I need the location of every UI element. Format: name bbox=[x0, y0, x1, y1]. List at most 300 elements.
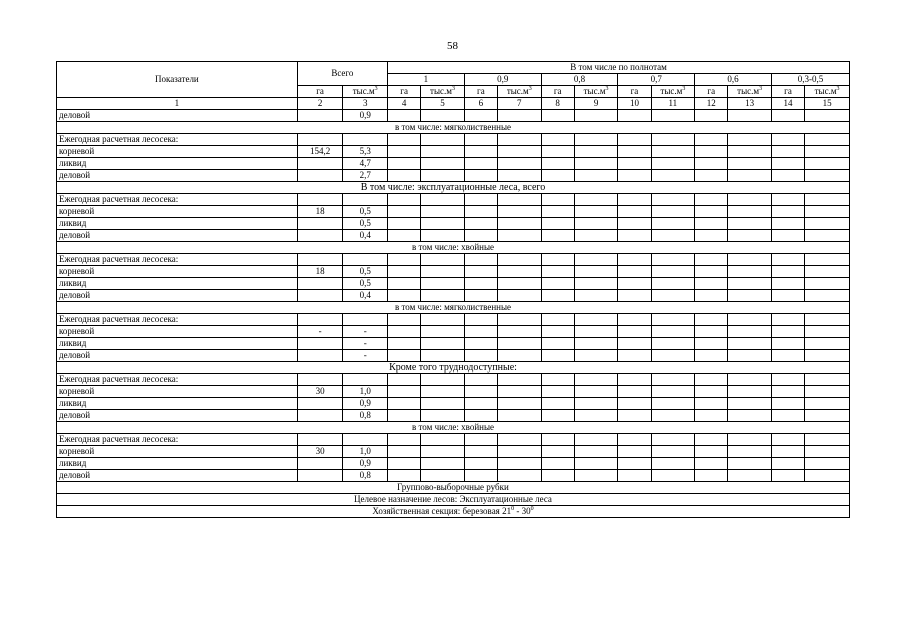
empty-cell bbox=[574, 278, 618, 290]
empty-cell bbox=[728, 350, 772, 362]
total-ha bbox=[297, 230, 343, 242]
total-volume: 4,7 bbox=[343, 158, 388, 170]
empty-cell bbox=[695, 410, 728, 422]
empty-cell bbox=[805, 338, 850, 350]
empty-cell bbox=[651, 254, 695, 266]
row-label: деловой bbox=[57, 350, 298, 362]
empty-cell bbox=[574, 134, 618, 146]
column-number-1: 1 bbox=[57, 98, 298, 110]
empty-cell bbox=[574, 470, 618, 482]
empty-cell bbox=[541, 446, 574, 458]
total-volume bbox=[343, 314, 388, 326]
empty-cell bbox=[464, 230, 497, 242]
section-title-text: в том числе: хвойные bbox=[411, 422, 495, 432]
empty-cell bbox=[771, 386, 804, 398]
section-title bbox=[57, 362, 850, 374]
row-label: деловой bbox=[57, 170, 298, 182]
empty-cell bbox=[388, 206, 421, 218]
empty-cell bbox=[728, 230, 772, 242]
table-row bbox=[57, 230, 850, 242]
empty-cell bbox=[651, 314, 695, 326]
empty-cell bbox=[388, 314, 421, 326]
total-ha: 18 bbox=[297, 266, 343, 278]
empty-cell bbox=[498, 290, 542, 302]
empty-cell bbox=[574, 410, 618, 422]
empty-cell bbox=[728, 374, 772, 386]
empty-cell bbox=[695, 230, 728, 242]
empty-cell bbox=[618, 326, 651, 338]
empty-cell bbox=[695, 134, 728, 146]
empty-cell bbox=[805, 350, 850, 362]
column-number-12: 12 bbox=[695, 98, 728, 110]
empty-cell bbox=[421, 410, 465, 422]
empty-cell bbox=[771, 374, 804, 386]
empty-cell bbox=[421, 374, 465, 386]
empty-cell bbox=[728, 290, 772, 302]
empty-cell bbox=[695, 386, 728, 398]
row-label: ликвид bbox=[57, 218, 298, 230]
column-number-9: 9 bbox=[574, 98, 618, 110]
section-title-range: - 30 bbox=[514, 506, 531, 516]
total-volume: 0,9 bbox=[343, 458, 388, 470]
empty-cell bbox=[618, 266, 651, 278]
empty-cell bbox=[618, 350, 651, 362]
total-volume bbox=[343, 254, 388, 266]
column-number-3: 3 bbox=[343, 98, 388, 110]
empty-cell bbox=[771, 170, 804, 182]
total-ha bbox=[297, 278, 343, 290]
row-label: Ежегодная расчетная лесосека: bbox=[57, 314, 298, 326]
empty-cell bbox=[421, 194, 465, 206]
unit-volume-superscript: 3 bbox=[836, 86, 840, 92]
empty-cell bbox=[421, 314, 465, 326]
empty-cell bbox=[541, 194, 574, 206]
empty-cell bbox=[464, 338, 497, 350]
empty-cell bbox=[728, 158, 772, 170]
header-density-5: 0,6 bbox=[695, 74, 772, 86]
empty-cell bbox=[498, 410, 542, 422]
row-label: корневой bbox=[57, 206, 298, 218]
table-row bbox=[57, 218, 850, 230]
header-unit-ha: га bbox=[695, 86, 728, 98]
empty-cell bbox=[728, 338, 772, 350]
empty-cell bbox=[464, 386, 497, 398]
empty-cell bbox=[464, 398, 497, 410]
empty-cell bbox=[771, 350, 804, 362]
unit-volume-superscript: 3 bbox=[451, 86, 455, 92]
empty-cell bbox=[618, 290, 651, 302]
total-ha bbox=[297, 374, 343, 386]
section-title bbox=[57, 242, 850, 254]
empty-cell bbox=[805, 158, 850, 170]
section-row bbox=[57, 506, 850, 518]
empty-cell bbox=[541, 458, 574, 470]
empty-cell bbox=[541, 410, 574, 422]
empty-cell bbox=[618, 254, 651, 266]
column-number-11: 11 bbox=[651, 98, 695, 110]
empty-cell bbox=[388, 470, 421, 482]
degree-superscript: 0 bbox=[511, 506, 515, 512]
empty-cell bbox=[695, 338, 728, 350]
table-row bbox=[57, 314, 850, 326]
empty-cell bbox=[805, 110, 850, 122]
total-volume: - bbox=[343, 326, 388, 338]
empty-cell bbox=[574, 374, 618, 386]
unit-volume-superscript: 3 bbox=[528, 86, 532, 92]
empty-cell bbox=[618, 278, 651, 290]
empty-cell bbox=[388, 254, 421, 266]
empty-cell bbox=[421, 398, 465, 410]
row-label: корневой bbox=[57, 386, 298, 398]
total-volume: - bbox=[343, 338, 388, 350]
column-number-8: 8 bbox=[541, 98, 574, 110]
empty-cell bbox=[388, 290, 421, 302]
empty-cell bbox=[388, 278, 421, 290]
empty-cell bbox=[728, 410, 772, 422]
empty-cell bbox=[728, 206, 772, 218]
empty-cell bbox=[498, 446, 542, 458]
empty-cell bbox=[498, 326, 542, 338]
empty-cell bbox=[805, 194, 850, 206]
empty-cell bbox=[498, 110, 542, 122]
empty-cell bbox=[541, 326, 574, 338]
row-label: корневой bbox=[57, 446, 298, 458]
empty-cell bbox=[805, 278, 850, 290]
table-row bbox=[57, 266, 850, 278]
header-unit-ha: га bbox=[297, 86, 343, 98]
empty-cell bbox=[695, 266, 728, 278]
table-row bbox=[57, 254, 850, 266]
empty-cell bbox=[695, 398, 728, 410]
empty-cell bbox=[695, 206, 728, 218]
empty-cell bbox=[728, 134, 772, 146]
empty-cell bbox=[651, 470, 695, 482]
empty-cell bbox=[618, 194, 651, 206]
empty-cell bbox=[695, 314, 728, 326]
header-indicators: Показатели bbox=[57, 62, 298, 98]
empty-cell bbox=[695, 470, 728, 482]
section-title-text: Группово-выборочные рубки bbox=[397, 482, 509, 492]
empty-cell bbox=[464, 170, 497, 182]
empty-cell bbox=[541, 110, 574, 122]
table-row bbox=[57, 398, 850, 410]
empty-cell bbox=[464, 134, 497, 146]
empty-cell bbox=[421, 206, 465, 218]
row-label: Ежегодная расчетная лесосека: bbox=[57, 254, 298, 266]
section-row bbox=[57, 182, 850, 194]
empty-cell bbox=[695, 350, 728, 362]
empty-cell bbox=[464, 326, 497, 338]
empty-cell bbox=[421, 338, 465, 350]
row-label: деловой bbox=[57, 110, 298, 122]
empty-cell bbox=[728, 398, 772, 410]
empty-cell bbox=[498, 194, 542, 206]
column-number-6: 6 bbox=[464, 98, 497, 110]
empty-cell bbox=[805, 254, 850, 266]
empty-cell bbox=[728, 326, 772, 338]
empty-cell bbox=[388, 338, 421, 350]
empty-cell bbox=[651, 410, 695, 422]
table-row bbox=[57, 338, 850, 350]
empty-cell bbox=[695, 446, 728, 458]
empty-cell bbox=[421, 446, 465, 458]
total-ha: 30 bbox=[297, 446, 343, 458]
section-title bbox=[57, 482, 850, 494]
empty-cell bbox=[651, 206, 695, 218]
empty-cell bbox=[388, 218, 421, 230]
empty-cell bbox=[695, 254, 728, 266]
empty-cell bbox=[464, 374, 497, 386]
unit-volume-text: тыс.м bbox=[737, 86, 760, 96]
row-label: деловой bbox=[57, 290, 298, 302]
header-unit-volume bbox=[805, 86, 850, 98]
empty-cell bbox=[771, 266, 804, 278]
empty-cell bbox=[805, 290, 850, 302]
table-row bbox=[57, 278, 850, 290]
table-row bbox=[57, 410, 850, 422]
empty-cell bbox=[388, 194, 421, 206]
empty-cell bbox=[388, 458, 421, 470]
table-row bbox=[57, 326, 850, 338]
empty-cell bbox=[541, 218, 574, 230]
empty-cell bbox=[728, 434, 772, 446]
section-title-text: в том числе: мягколиственные bbox=[394, 302, 512, 312]
section-row bbox=[57, 302, 850, 314]
total-volume: 0,5 bbox=[343, 218, 388, 230]
empty-cell bbox=[728, 170, 772, 182]
empty-cell bbox=[541, 386, 574, 398]
empty-cell bbox=[574, 290, 618, 302]
section-row bbox=[57, 422, 850, 434]
section-title-text: Кроме того труднодоступные: bbox=[389, 362, 517, 373]
total-ha bbox=[297, 218, 343, 230]
total-volume: - bbox=[343, 350, 388, 362]
column-number-2: 2 bbox=[297, 98, 343, 110]
empty-cell bbox=[421, 278, 465, 290]
empty-cell bbox=[498, 458, 542, 470]
header-unit-ha: га bbox=[771, 86, 804, 98]
empty-cell bbox=[651, 158, 695, 170]
empty-cell bbox=[771, 458, 804, 470]
empty-cell bbox=[574, 458, 618, 470]
empty-cell bbox=[695, 278, 728, 290]
empty-cell bbox=[574, 266, 618, 278]
empty-cell bbox=[541, 278, 574, 290]
empty-cell bbox=[695, 218, 728, 230]
empty-cell bbox=[805, 218, 850, 230]
empty-cell bbox=[805, 146, 850, 158]
empty-cell bbox=[421, 110, 465, 122]
empty-cell bbox=[421, 434, 465, 446]
table-row bbox=[57, 194, 850, 206]
empty-cell bbox=[498, 230, 542, 242]
empty-cell bbox=[421, 290, 465, 302]
row-label: деловой bbox=[57, 230, 298, 242]
empty-cell bbox=[651, 218, 695, 230]
section-title bbox=[57, 494, 850, 506]
empty-cell bbox=[498, 218, 542, 230]
empty-cell bbox=[618, 230, 651, 242]
empty-cell bbox=[651, 134, 695, 146]
section-title bbox=[57, 182, 850, 194]
empty-cell bbox=[618, 146, 651, 158]
row-label: ликвид bbox=[57, 278, 298, 290]
section-row bbox=[57, 362, 850, 374]
empty-cell bbox=[388, 374, 421, 386]
empty-cell bbox=[541, 170, 574, 182]
empty-cell bbox=[498, 314, 542, 326]
unit-volume-text: тыс.м bbox=[430, 86, 452, 96]
empty-cell bbox=[421, 230, 465, 242]
empty-cell bbox=[728, 110, 772, 122]
empty-cell bbox=[541, 470, 574, 482]
table-row bbox=[57, 170, 850, 182]
total-volume bbox=[343, 434, 388, 446]
section-title bbox=[57, 506, 850, 518]
empty-cell bbox=[651, 170, 695, 182]
row-label: деловой bbox=[57, 470, 298, 482]
empty-cell bbox=[695, 146, 728, 158]
forest-allowance-table bbox=[56, 61, 850, 518]
total-ha bbox=[297, 290, 343, 302]
empty-cell bbox=[541, 146, 574, 158]
unit-volume-superscript: 3 bbox=[682, 86, 686, 92]
empty-cell bbox=[388, 386, 421, 398]
empty-cell bbox=[651, 386, 695, 398]
section-title bbox=[57, 122, 850, 134]
header-unit-volume bbox=[651, 86, 695, 98]
empty-cell bbox=[771, 290, 804, 302]
total-ha bbox=[297, 434, 343, 446]
empty-cell bbox=[388, 410, 421, 422]
header-unit-volume bbox=[421, 86, 465, 98]
total-ha: 154,2 bbox=[297, 146, 343, 158]
table-row bbox=[57, 374, 850, 386]
empty-cell bbox=[421, 254, 465, 266]
empty-cell bbox=[805, 458, 850, 470]
empty-cell bbox=[618, 470, 651, 482]
empty-cell bbox=[771, 158, 804, 170]
column-number-10: 10 bbox=[618, 98, 651, 110]
empty-cell bbox=[574, 170, 618, 182]
empty-cell bbox=[388, 326, 421, 338]
page-number: 58 bbox=[447, 40, 458, 52]
empty-cell bbox=[541, 398, 574, 410]
total-ha bbox=[297, 110, 343, 122]
total-volume: 0,4 bbox=[343, 230, 388, 242]
section-title-text: в том числе: мягколиственные bbox=[394, 122, 512, 132]
empty-cell bbox=[771, 218, 804, 230]
empty-cell bbox=[464, 446, 497, 458]
empty-cell bbox=[805, 170, 850, 182]
empty-cell bbox=[805, 314, 850, 326]
column-number-4: 4 bbox=[388, 98, 421, 110]
empty-cell bbox=[728, 458, 772, 470]
empty-cell bbox=[618, 446, 651, 458]
empty-cell bbox=[651, 290, 695, 302]
empty-cell bbox=[388, 170, 421, 182]
total-ha: - bbox=[297, 326, 343, 338]
empty-cell bbox=[805, 134, 850, 146]
total-volume bbox=[343, 374, 388, 386]
empty-cell bbox=[728, 254, 772, 266]
empty-cell bbox=[728, 446, 772, 458]
empty-cell bbox=[464, 266, 497, 278]
empty-cell bbox=[388, 134, 421, 146]
section-row bbox=[57, 122, 850, 134]
empty-cell bbox=[695, 374, 728, 386]
empty-cell bbox=[388, 146, 421, 158]
total-ha bbox=[297, 254, 343, 266]
empty-cell bbox=[651, 146, 695, 158]
empty-cell bbox=[771, 278, 804, 290]
empty-cell bbox=[574, 218, 618, 230]
section-row bbox=[57, 494, 850, 506]
total-ha bbox=[297, 194, 343, 206]
section-title-text: в том числе: хвойные bbox=[411, 242, 495, 252]
table-row bbox=[57, 386, 850, 398]
empty-cell bbox=[388, 446, 421, 458]
empty-cell bbox=[618, 314, 651, 326]
empty-cell bbox=[651, 278, 695, 290]
empty-cell bbox=[421, 134, 465, 146]
row-label: деловой bbox=[57, 410, 298, 422]
empty-cell bbox=[728, 278, 772, 290]
empty-cell bbox=[574, 158, 618, 170]
total-volume: 0,8 bbox=[343, 470, 388, 482]
empty-cell bbox=[805, 374, 850, 386]
empty-cell bbox=[805, 398, 850, 410]
empty-cell bbox=[541, 254, 574, 266]
empty-cell bbox=[771, 410, 804, 422]
empty-cell bbox=[771, 446, 804, 458]
empty-cell bbox=[574, 146, 618, 158]
empty-cell bbox=[464, 158, 497, 170]
empty-cell bbox=[498, 398, 542, 410]
empty-cell bbox=[421, 350, 465, 362]
unit-volume-text: тыс.м bbox=[583, 86, 606, 96]
header-total: Всего bbox=[297, 62, 387, 86]
row-label: корневой bbox=[57, 266, 298, 278]
section-title bbox=[57, 302, 850, 314]
section-title bbox=[57, 422, 850, 434]
empty-cell bbox=[498, 434, 542, 446]
section-title-text: В том числе: эксплуатационные леса, всего bbox=[360, 182, 546, 193]
row-label: Ежегодная расчетная лесосека: bbox=[57, 194, 298, 206]
total-volume: 0,4 bbox=[343, 290, 388, 302]
header-unit-ha: га bbox=[541, 86, 574, 98]
empty-cell bbox=[695, 110, 728, 122]
empty-cell bbox=[651, 446, 695, 458]
table-row bbox=[57, 110, 850, 122]
empty-cell bbox=[771, 314, 804, 326]
total-ha: 18 bbox=[297, 206, 343, 218]
empty-cell bbox=[771, 206, 804, 218]
empty-cell bbox=[651, 434, 695, 446]
empty-cell bbox=[574, 338, 618, 350]
empty-cell bbox=[421, 458, 465, 470]
empty-cell bbox=[805, 326, 850, 338]
empty-cell bbox=[651, 458, 695, 470]
unit-volume-superscript: 3 bbox=[605, 86, 609, 92]
empty-cell bbox=[771, 254, 804, 266]
empty-cell bbox=[695, 326, 728, 338]
empty-cell bbox=[464, 278, 497, 290]
empty-cell bbox=[498, 170, 542, 182]
empty-cell bbox=[728, 314, 772, 326]
empty-cell bbox=[805, 410, 850, 422]
empty-cell bbox=[651, 230, 695, 242]
